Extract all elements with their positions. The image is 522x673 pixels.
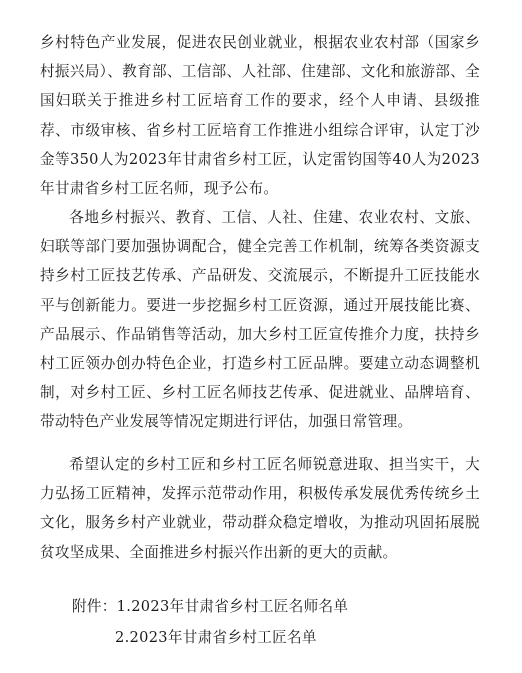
paragraph-expectations: 希望认定的乡村工匠和乡村工匠名师锐意进取、担当实干，大力弘扬工匠精神，发挥示范带动作用，积极传承发展优秀传统乡土文化，服务乡村产业就业，带动群众稳定增收，为推动巩固拓展脱贫攻坚成果、全面推进乡村振兴作出新的更大的贡献。 [40,456,480,561]
paragraph-intro: 乡村特色产业发展，促进农民创业就业，根据农业农村部（国家乡村振兴局）、教育部、工信部、人社部、住建部、文化和旅游部、全国妇联关于推进乡村工匠培育工作的要求，经个人申请、县级推荐、市级审核、省乡村工匠培育工作推进小组综合评审，认定丁沙金等350人为2023年甘肃省乡村工匠，认定雷钧国等40人为2023年甘肃省乡村工匠名师，现予公布。 [40,34,480,198]
paragraph-requirements: 各地乡村振兴、教育、工信、人社、住建、农业农村、文旅、妇联等部门要加强协调配合，健全完善工作机制，统筹各类资源支持乡村工匠技艺传承、产品研发、交流展示，不断提升工匠技能水平与创新能力。要进一步挖掘乡村工匠资源，通过开展技能比赛、产品展示、作品销售等活动，加大乡村工匠宣传推介力度，扶持乡村工匠领办创办特色企业，打造乡村工匠品牌。要建立动态调整机制，对乡村工匠、乡村工匠名师技艺传承、促进就业、品牌培育、带动特色产业发展等情况定期进行评估，加强日常管理。 [40,209,480,431]
attachment-item-masters: 附件：1.2023年甘肃省乡村工匠名师名单 [72,598,349,615]
attachment-item-craftsmen: 2.2023年甘肃省乡村工匠名单 [115,629,317,646]
